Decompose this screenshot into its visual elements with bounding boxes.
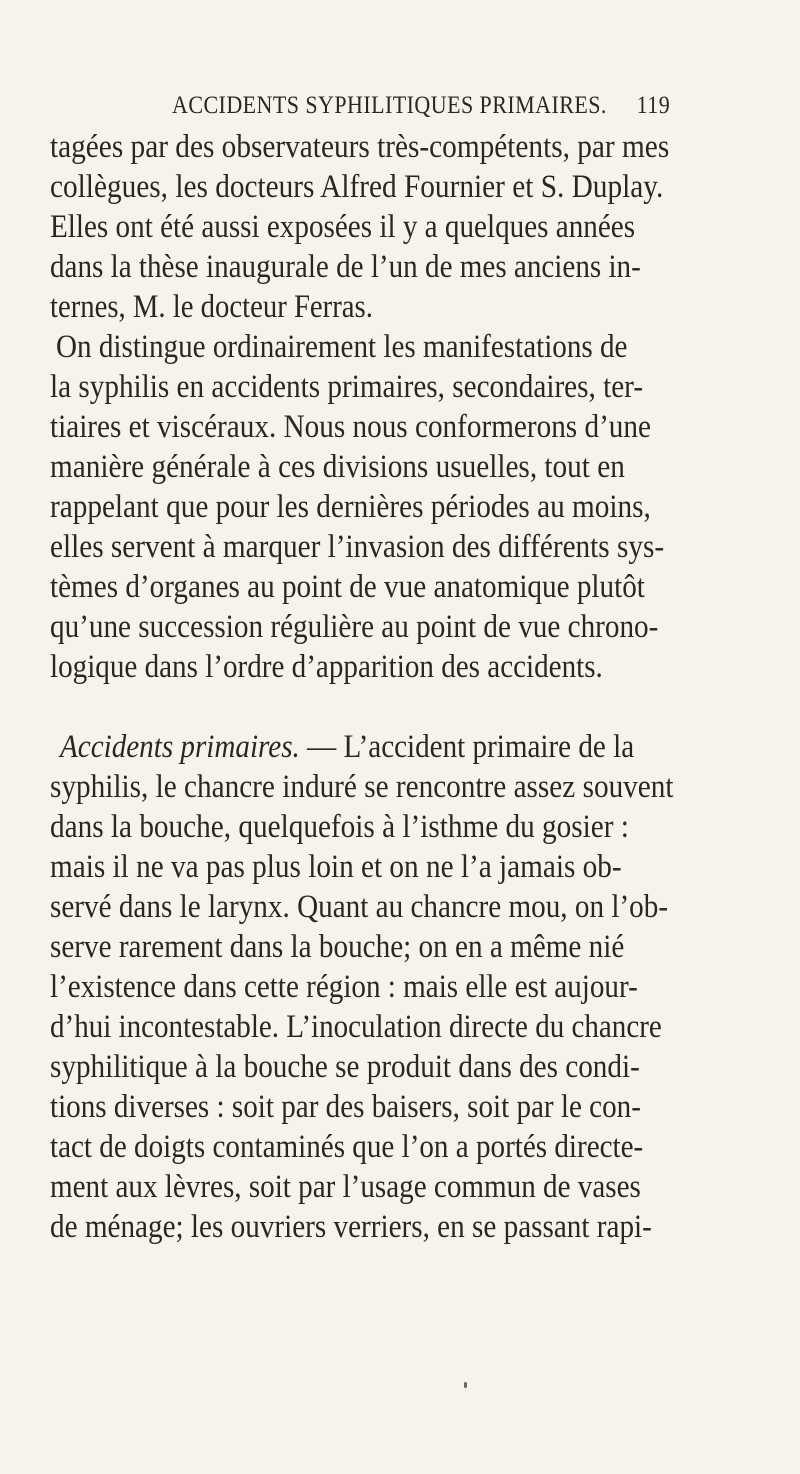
- text-line: dans la thèse inaugurale de l’un de mes anciens in-: [50, 249, 641, 285]
- text-line: syphilis, le chancre induré se rencontre assez souvent: [50, 769, 674, 805]
- page-number: 119: [636, 92, 671, 119]
- text-line: tiaires et viscéraux. Nous nous conformerons d’une: [50, 409, 651, 445]
- text-line: collègues, les docteurs Alfred Fournier et S. Duplay.: [50, 169, 664, 205]
- text-line: syphilitique à la bouche se produit dans des condi-: [50, 1049, 640, 1085]
- section-first-line-text: — L’accident primaire de la: [299, 729, 635, 765]
- text-line: Elles ont été aussi exposées il y a quelques années: [50, 209, 636, 245]
- text-line: ternes, M. le docteur Ferras.: [50, 289, 373, 325]
- running-head: [172, 92, 671, 126]
- section-first-line: [60, 726, 634, 768]
- text-line: tact de doigts contaminés que l’on a portés directe-: [50, 1129, 644, 1165]
- running-title: ACCIDENTS SYPHILITIQUES PRIMAIRES.: [172, 92, 607, 119]
- text-line: On distingue ordinairement les manifestations de: [56, 329, 628, 365]
- text-line: servé dans le larynx. Quant au chancre mou, on l’ob-: [50, 889, 669, 925]
- text-line: la syphilis en accidents primaires, secondaires, ter-: [50, 369, 644, 405]
- text-line: de ménage; les ouvriers verriers, en se passant rapi-: [50, 1209, 652, 1245]
- text-line: serve rarement dans la bouche; on en a même nié: [50, 929, 625, 965]
- text-line: qu’une succession régulière au point de vue chrono-: [50, 609, 659, 645]
- text-line: tèmes d’organes au point de vue anatomique plutôt: [50, 569, 645, 605]
- text-line: manière générale à ces divisions usuelles, tout en: [50, 449, 625, 485]
- text-line: d’hui incontestable. L’inoculation directe du chancre: [50, 1009, 662, 1045]
- text-line: ment aux lèvres, soit par l’usage commun de vases: [50, 1169, 641, 1205]
- text-line: elles servent à marquer l’invasion des différents sys-: [50, 529, 665, 565]
- text-line: dans la bouche, quelquefois à l’isthme du gosier :: [50, 809, 629, 845]
- text-line: rappelant que pour les dernières périodes au moins,: [50, 489, 651, 525]
- text-line: mais il ne va pas plus loin et on ne l’a jamais ob-: [50, 849, 622, 885]
- text-line: tagées par des observateurs très-compétents, par mes: [50, 129, 670, 165]
- text-line: tions diverses : soit par des baisers, soit par le con-: [50, 1089, 641, 1125]
- section-heading: Accidents primaires.: [60, 729, 300, 765]
- ink-speck: [464, 1382, 467, 1388]
- text-line: l’existence dans cette région : mais elle est aujour-: [50, 969, 638, 1005]
- text-line: logique dans l’ordre d’apparition des accidents.: [50, 649, 603, 685]
